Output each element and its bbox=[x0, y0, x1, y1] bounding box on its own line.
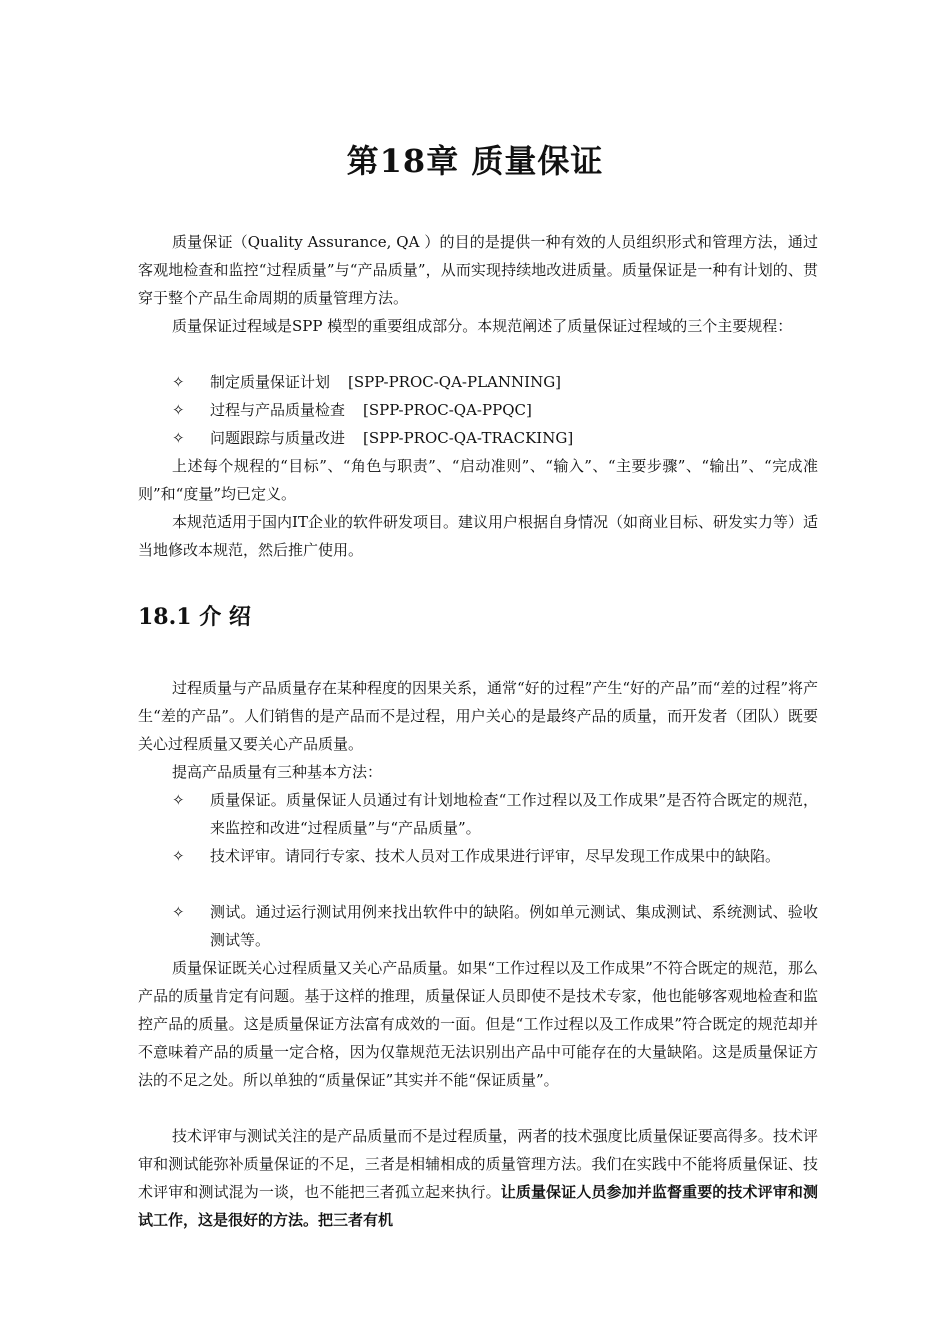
procedure-code: [SPP-PROC-QA-TRACKING] bbox=[363, 429, 574, 447]
method-text: 测试。通过运行测试用例来找出软件中的缺陷。例如单元测试、集成测试、系统测试、验收测试等。 bbox=[210, 903, 818, 949]
procedure-name: 过程与产品质量检查 bbox=[210, 401, 346, 419]
intro-paragraph-3: 上述每个规程的“目标”、“角色与职责”、“启动准则”、“输入”、“主要步骤”、“输出”、“完成准则”和“度量”均已定义。 bbox=[138, 457, 818, 503]
bullet-diamond-icon: ✧ bbox=[172, 401, 185, 419]
section-paragraph-4 bbox=[138, 1122, 818, 1234]
section-paragraph-1: 过程质量与产品质量存在某种程度的因果关系，通常“好的过程”产生“好的产品”而“差的过程”将产生“差的产品”。人们销售的是产品而不是过程，用户关心的是最终产品的质量，而开发者（团队）既要关心过程质量又要关心产品质量。 bbox=[138, 679, 819, 753]
section-heading: 18.1 介 绍 bbox=[138, 604, 251, 630]
section-paragraph-2: 提高产品质量有三种基本方法： bbox=[172, 763, 383, 781]
procedure-code: [SPP-PROC-QA-PLANNING] bbox=[348, 373, 562, 391]
section-paragraph-3: 质量保证既关心过程质量又关心产品质量。如果“工作过程以及工作成果”不符合既定的规范，那么产品的质量肯定有问题。基于这样的推理，质量保证人员即使不是技术专家，他也能够客观地检查和监控产品的质量。这是质量保证方法富有成效的一面。但是“工作过程以及工作成果”符合既定的规范却并不意味着产品的质量一定合格，因为仅靠规范无法识别出产品中可能存在的大量缺陷。这是质量保证方法的不足之处。所以单独的“质量保证”其实并不能“保证质量”。 bbox=[138, 959, 818, 1089]
intro-paragraph-4: 本规范适用于国内IT企业的软件研发项目。建议用户根据自身情况（如商业目标、研发实力等）适当地修改本规范，然后推广使用。 bbox=[138, 513, 818, 559]
bullet-diamond-icon: ✧ bbox=[172, 847, 185, 865]
bold-emphasis-text: 让质量保证人员参加并监督重要的技术评审和测试工作，这是很好的方法。把三者有机 bbox=[138, 1183, 818, 1229]
procedure-code: [SPP-PROC-QA-PPQC] bbox=[363, 401, 532, 419]
bullet-diamond-icon: ✧ bbox=[172, 373, 185, 391]
method-item bbox=[138, 898, 818, 954]
procedure-name: 问题跟踪与质量改进 bbox=[210, 429, 346, 447]
procedure-name: 制定质量保证计划 bbox=[210, 373, 331, 391]
bullet-diamond-icon: ✧ bbox=[172, 791, 185, 809]
method-item bbox=[138, 842, 818, 870]
bullet-diamond-icon: ✧ bbox=[172, 429, 185, 447]
chapter-title: 第18章 质量保证 bbox=[346, 142, 604, 180]
procedure-item bbox=[138, 424, 818, 452]
intro-paragraph-2: 质量保证过程域是SPP 模型的重要组成部分。本规范阐述了质量保证过程域的三个主要规程： bbox=[172, 317, 793, 335]
procedure-item bbox=[138, 396, 818, 424]
bullet-diamond-icon: ✧ bbox=[172, 903, 185, 921]
method-text: 技术评审。请同行专家、技术人员对工作成果进行评审，尽早发现工作成果中的缺陷。 bbox=[210, 847, 781, 865]
procedure-item bbox=[138, 368, 818, 396]
paragraph-text: 技术评审与测试关注的是产品质量而不是过程质量，两者的技术强度比质量保证要高得多。技术评审和测试能弥补质量保证的不足，三者是相辅相成的质量管理方法。我们在实践中不能将质量保证、技术评审和测试混为一谈，也不能把三者孤立起来执行。 bbox=[138, 1127, 818, 1201]
method-item bbox=[138, 786, 818, 842]
intro-paragraph-1: 质量保证（Quality Assurance, QA ）的目的是提供一种有效的人员组织形式和管理方法，通过客观地检查和监控“过程质量”与“产品质量”，从而实现持续地改进质量。质量保证是一种有计划的、贯穿于整个产品生命周期的质量管理方法。 bbox=[138, 233, 818, 307]
method-text: 质量保证。质量保证人员通过有计划地检查“工作过程以及工作成果”是否符合既定的规范，来监控和改进“过程质量”与“产品质量”。 bbox=[210, 791, 818, 837]
